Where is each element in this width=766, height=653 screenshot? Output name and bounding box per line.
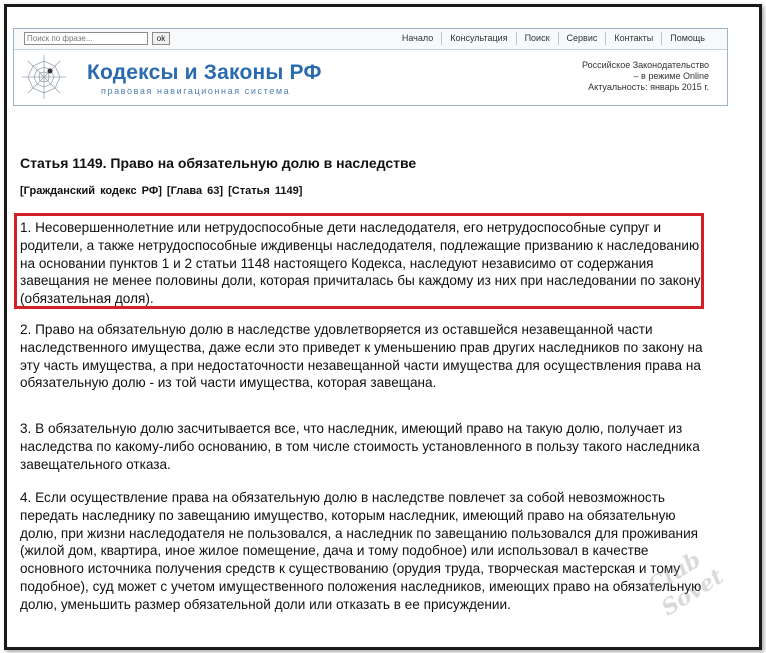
site-logo-title[interactable]: Кодексы и Законы РФ xyxy=(87,61,322,84)
paragraph-3: 3. В обязательную долю засчитывается все, что наследник, имеющий право на такую долю, получает из наследства по какому-либо основанию, в том числе стоимость установленного в пользу такого наследника завещательного отказа. xyxy=(20,421,700,472)
search-ok-button[interactable]: ok xyxy=(152,32,170,45)
info-line-2: – в режиме Online xyxy=(633,71,709,81)
site-header xyxy=(13,28,728,106)
nav-item-home[interactable]: Начало xyxy=(394,32,442,45)
nav-item-search[interactable]: Поиск xyxy=(517,32,559,45)
paragraph-2: 2. Право на обязательную долю в наследстве удовлетворяется из оставшейся незавещанной части наследственного имущества, даже если это приведет к уменьшению прав других наследников по закону на эту часть имущества, а при недостаточности незавещанной части имущества для осуществления права на обязательную долю - из той части имущества, которая завещана. xyxy=(20,322,703,391)
nav-item-consultation[interactable]: Консультация xyxy=(442,32,516,45)
watermark-logo: Club Sovet xyxy=(643,546,728,622)
top-toolbar xyxy=(14,29,727,50)
info-line-3: Актуальность: январь 2015 г. xyxy=(588,82,709,92)
search-input[interactable] xyxy=(24,32,148,45)
site-logo-subtitle: правовая навигационная система xyxy=(101,86,291,96)
nav-item-service[interactable]: Сервис xyxy=(559,32,607,45)
nav-item-help[interactable]: Помощь xyxy=(670,33,705,43)
breadcrumb[interactable]: [Гражданский кодекс РФ] [Глава 63] [Статья 1149] xyxy=(20,185,303,197)
spider-web-icon xyxy=(20,53,68,101)
paragraph-1: 1. Несовершеннолетние или нетрудоспособные дети наследодателя, его нетрудоспособные супруг и родители, а также нетрудоспособные иждивенцы наследодателя, подлежащие призванию к наследованию на основании пунктов 1 и 2 статьи 1148 настоящего Кодекса, наследуют независимо от содержания завещания не менее половины доли, которая причиталась бы каждому из них при наследовании по закону (обязательная доля). xyxy=(20,220,701,307)
header-info xyxy=(582,60,709,93)
article-title: Статья 1149. Право на обязательную долю в наследстве xyxy=(20,155,417,171)
nav-item-contacts[interactable]: Контакты xyxy=(606,32,662,45)
paragraph-4: 4. Если осуществление права на обязательную долю в наследстве повлечет за собой невозможность передать наследнику по завещанию имущество, которым наследник, имеющий право на обязательную долю, при жизни наследодателя не пользовался, а наследник по завещанию пользовался для проживания (жилой дом, квартира, иное жилое помещение, дача и тому подобное) или использовал в качестве основного источника получения средств к существованию (орудия труда, творческая мастерская и тому подобное), суд может с учетом имущественного положения наследников, имеющих право на обязательную долю, уменьшить размер обязательной доли или отказать в ее присуждении. xyxy=(20,490,702,612)
main-nav xyxy=(394,32,713,45)
info-line-1: Российское Законодательство xyxy=(581,60,709,70)
